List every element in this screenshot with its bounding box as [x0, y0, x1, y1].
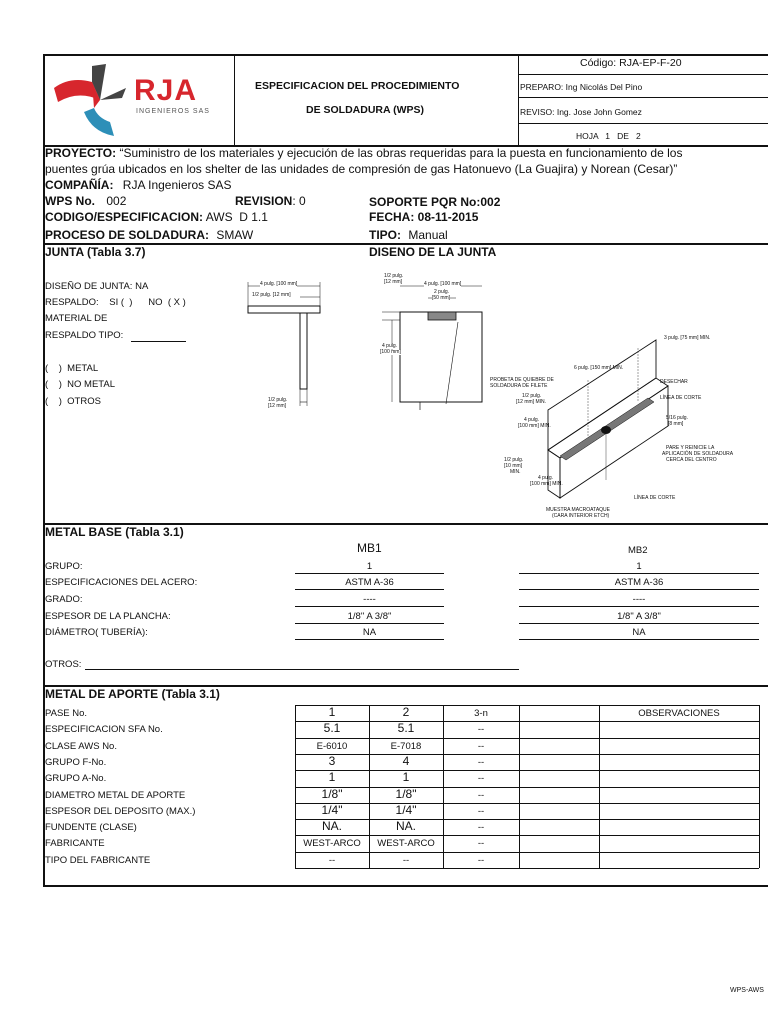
- codigo-spec-value: AWS D 1.1: [205, 210, 268, 224]
- fig3-l1: 3 pulg. [75 mm] MIN.: [664, 335, 711, 341]
- codigo-spec-label: CODIGO/ESPECIFICACION:: [45, 210, 204, 224]
- mb2-underline: [519, 589, 759, 590]
- fig2-dim2: [12 mm]: [384, 279, 403, 285]
- option-no-metal[interactable]: ( ) NO METAL: [45, 379, 116, 390]
- fig3-l12: [100 mm] MIN.: [518, 423, 551, 429]
- mb1-underline: [295, 589, 444, 590]
- fig3-l8: [12 mm] MIN.: [516, 399, 547, 405]
- aporte-row-label: ESPESOR DEL DEPOSITO (MAX.): [45, 806, 196, 817]
- mb2-value: 1: [636, 561, 642, 572]
- fig3-l21: LÍNEA DE CORTE: [634, 495, 676, 501]
- aporte-cell-c3: --: [477, 741, 485, 752]
- metal-base-row-label: ESPECIFICACIONES DEL ACERO:: [45, 577, 198, 588]
- wps-value: 002: [106, 194, 127, 208]
- revision-label: REVISION: [235, 194, 293, 208]
- fig1-bottom-dim2: [12 mm]: [268, 403, 287, 409]
- proyecto-value-1: “Suministro de los materiales y ejecución de las obras requeridas para la puesta en funcionamiento de los: [119, 146, 683, 160]
- aporte-cell-c3: --: [477, 757, 485, 768]
- compania-line: [45, 178, 232, 192]
- soporte-text: SOPORTE PQR No:002: [369, 195, 501, 209]
- mb1-value: 1/8" A 3/8": [347, 611, 392, 622]
- fig3-l19: APLICACIÓN DE SOLDADURA: [662, 451, 734, 457]
- fig3-l11: 4 pulg.: [524, 417, 540, 423]
- fig3-l7: 1/2 pulg.: [522, 393, 542, 399]
- fig3-l13: 1/2 pulg.: [504, 457, 524, 463]
- fig3-l9: 5/16 pulg.: [666, 415, 688, 421]
- aporte-cell-c1: 1: [328, 705, 336, 719]
- mb2-value: NA: [632, 627, 646, 638]
- aporte-cell-c3: --: [477, 838, 485, 849]
- tipo-value: Manual: [408, 228, 448, 242]
- tipo-line: [369, 228, 448, 242]
- revision-value: : 0: [292, 194, 306, 208]
- aporte-row-label: ESPECIFICACION SFA No.: [45, 724, 163, 735]
- header-row-line-3: [518, 123, 768, 124]
- proceso-value: SMAW: [216, 228, 254, 242]
- mb1-value: ASTM A-36: [345, 577, 394, 588]
- aporte-cell-c1: --: [328, 855, 336, 866]
- preparo-text: PREPARO: Ing Nicolás Del Pino: [520, 82, 643, 92]
- proyecto-label: PROYECTO:: [45, 146, 117, 160]
- fillet-test-drawing: [488, 330, 734, 522]
- tipo-label: TIPO:: [369, 228, 401, 242]
- metal-base-row-label: DIÁMETRO( TUBERÍA):: [45, 627, 148, 638]
- observaciones-header: OBSERVACIONES: [638, 708, 720, 719]
- mb2-underline: [519, 639, 759, 640]
- mb1-value: ----: [363, 594, 376, 605]
- proyecto-line1: [45, 146, 682, 160]
- proyecto-line2: puentes grúa ubicados en los shelter de las unidades de compresión de gas Hatonuevo (La Guajira) y Norean (Cesar)”: [45, 162, 678, 176]
- fig3-l16: 4 pulg.: [538, 475, 554, 481]
- aporte-cell-c3: --: [477, 822, 485, 833]
- header-divider-2: [518, 54, 519, 146]
- fig1-top-dim: 4 pulg. [100 mm]: [260, 281, 298, 287]
- fig3-l22: MUESTRA MACROATAQUE: [546, 507, 610, 513]
- metal-base-title: METAL BASE (Tabla 3.1): [45, 525, 184, 539]
- logo-brand-text: RJA: [134, 74, 198, 107]
- aporte-row-label: GRUPO A-No.: [45, 773, 107, 784]
- fig3-l6: LÍNEA DE CORTE: [660, 395, 702, 401]
- fig3-l15: MIN.: [510, 469, 521, 475]
- mb1-underline: [295, 623, 444, 624]
- aporte-cell-c1: 5.1: [323, 721, 341, 735]
- mb2-underline: [519, 623, 759, 624]
- header-row-line-2: [518, 97, 768, 98]
- aporte-row-label: FABRICANTE: [45, 838, 105, 849]
- reviso-text: REVISO: Ing. Jose John Gomez: [520, 107, 642, 117]
- fecha-text: FECHA: 08-11-2015: [369, 210, 479, 224]
- mb2-value: 1/8" A 3/8": [617, 611, 661, 622]
- mb2-value: ASTM A-36: [614, 577, 664, 588]
- fig2-dim3: 4 pulg. [100 mm]: [424, 281, 462, 287]
- aporte-cell-c3: --: [477, 773, 485, 784]
- wps-label: WPS No.: [45, 194, 95, 208]
- butt-joint-drawing: [378, 272, 490, 414]
- aporte-grid-vline: [519, 705, 520, 868]
- company-logo: [48, 58, 232, 142]
- diseno-junta-title: DISENO DE LA JUNTA: [369, 245, 497, 259]
- mb1-value: NA: [362, 627, 377, 638]
- aporte-row-label: GRUPO F-No.: [45, 757, 107, 768]
- metal-base-row-label: ESPESOR DE LA PLANCHA:: [45, 611, 171, 622]
- header-divider-1: [234, 54, 235, 146]
- codigo-text: Código: RJA-EP-F-20: [580, 57, 682, 69]
- mb2-underline: [519, 573, 759, 574]
- mb1-underline: [295, 573, 444, 574]
- fig3-l2: 6 pulg. [150 mm] MIN.: [574, 365, 624, 371]
- logo-sub-text: INGENIEROS SAS: [136, 108, 210, 115]
- metal-base-row-label: GRADO:: [45, 594, 83, 605]
- aporte-cell-c2: WEST-ARCO: [377, 838, 435, 849]
- mb1-header: MB1: [357, 541, 382, 555]
- aporte-cell-c2: NA.: [395, 819, 416, 833]
- compania-value: RJA Ingenieros SAS: [122, 178, 232, 192]
- mb1-value: 1: [366, 561, 373, 572]
- aporte-cell-c1: NA.: [321, 819, 342, 833]
- fig1-top-dim2: 1/2 pulg. [12 mm]: [252, 292, 291, 298]
- proceso-label: PROCESO DE SOLDADURA:: [45, 228, 210, 242]
- aporte-cell-c2: E-7018: [390, 741, 422, 752]
- aporte-cell-c2: 5.1: [397, 721, 415, 735]
- aporte-cell-c1: 3: [328, 754, 336, 768]
- revision-line: [235, 194, 306, 208]
- aporte-cell-c1: E-6010: [316, 741, 348, 752]
- aporte-cell-c1: 1/4": [321, 803, 343, 817]
- aporte-cell-c3: --: [477, 806, 485, 817]
- option-metal[interactable]: ( ) METAL: [45, 363, 99, 374]
- mb2-header: MB2: [628, 545, 648, 556]
- aporte-row-label: CLASE AWS No.: [45, 741, 117, 752]
- fig3-l20: CERCA DEL CENTRO: [666, 457, 717, 463]
- option-otros[interactable]: ( ) OTROS: [45, 396, 101, 407]
- form-title-line2: DE SOLDADURA (WPS): [306, 104, 425, 116]
- fig3-l14: [10 mm]: [504, 463, 523, 469]
- fig3-l23: (CARA INTERIOR ETCH): [552, 513, 610, 519]
- hoja-text: HOJA 1 DE 2: [576, 131, 641, 141]
- proceso-line: [45, 228, 253, 242]
- compania-label: COMPAÑÍA:: [45, 178, 114, 192]
- mb1-underline: [295, 606, 444, 607]
- fig3-l4: PROBETA DE QUIEBRE DE: [490, 377, 554, 383]
- metal-aporte-title: METAL DE APORTE (Tabla 3.1): [45, 687, 220, 701]
- fig2-dim1: 1/2 pulg.: [384, 273, 404, 279]
- material-text-2: RESPALDO TIPO:: [45, 330, 124, 341]
- form-title-line1: ESPECIFICACION DEL PROCEDIMIENTO: [255, 80, 460, 92]
- aporte-cell-c1: 1/8": [321, 787, 343, 801]
- junta-title: JUNTA (Tabla 3.7): [45, 245, 146, 259]
- mb2-value: ----: [632, 594, 646, 605]
- mb2-underline: [519, 606, 759, 607]
- fig3-l5: SOLDADURA DE FILETE: [490, 383, 548, 389]
- aporte-grid-hline: [295, 738, 759, 739]
- aporte-cell-c2: 1: [402, 770, 410, 784]
- aporte-cell-c2: 1/8": [395, 787, 417, 801]
- respaldo-tipo-underline: [131, 341, 186, 342]
- aporte-grid-hline: [295, 835, 759, 836]
- aporte-cell-c3: --: [477, 724, 485, 735]
- t-joint-drawing: [244, 278, 324, 413]
- respaldo-text: RESPALDO: SI ( ) NO ( X ): [45, 297, 186, 308]
- otros-label: OTROS:: [45, 659, 82, 670]
- aporte-row-label: FUNDENTE (CLASE): [45, 822, 137, 833]
- aporte-grid-hline: [295, 868, 759, 869]
- fig2-dim6: 4 pulg.: [382, 343, 398, 349]
- aporte-row-label: PASE No.: [45, 708, 88, 719]
- fig2-dim5: [50 mm]: [432, 295, 451, 301]
- aporte-cell-c2: --: [402, 855, 410, 866]
- codigo-spec-line: [45, 210, 268, 224]
- material-text-1: MATERIAL DE: [45, 313, 108, 324]
- fig1-bottom-dim1: 1/2 pulg.: [268, 397, 288, 403]
- aporte-cell-c2: 1/4": [395, 803, 417, 817]
- aporte-row-label: DIAMETRO METAL DE APORTE: [45, 790, 186, 801]
- metal-base-row-label: GRUPO:: [45, 561, 83, 572]
- aporte-grid-vline: [599, 705, 600, 868]
- aporte-cell-c1: WEST-ARCO: [303, 838, 361, 849]
- diseno-junta-text: DISEÑO DE JUNTA: NA: [45, 281, 149, 292]
- fig3-l17: [100 mm] MIN.: [530, 481, 563, 487]
- footer-code: WPS-AWS: [730, 987, 764, 994]
- aporte-cell-c2: 2: [402, 705, 410, 719]
- header-row-line-1: [518, 74, 768, 75]
- fig3-l3: DESECHAR: [660, 379, 688, 385]
- aporte-cell-c3: --: [477, 855, 485, 866]
- fig2-dim4: 2 pulg.: [434, 289, 450, 295]
- fig3-l10: [8 mm]: [668, 421, 684, 427]
- aporte-cell-c2: 4: [402, 754, 410, 768]
- mb1-underline: [295, 639, 444, 640]
- wps-line: [45, 194, 126, 208]
- aporte-grid-hline: [295, 852, 759, 853]
- fig3-l18: PARE Y REINICIE LA: [666, 445, 715, 451]
- aporte-row-label: TIPO DEL FABRICANTE: [45, 855, 151, 866]
- fig2-dim7: [100 mm]: [380, 349, 401, 355]
- aporte-grid-vline: [759, 705, 760, 868]
- aporte-cell-c1: 1: [328, 770, 336, 784]
- otros-underline: [85, 669, 519, 670]
- aporte-cell-c3: --: [477, 790, 485, 801]
- aporte-cell-c3: 3-n: [474, 708, 488, 719]
